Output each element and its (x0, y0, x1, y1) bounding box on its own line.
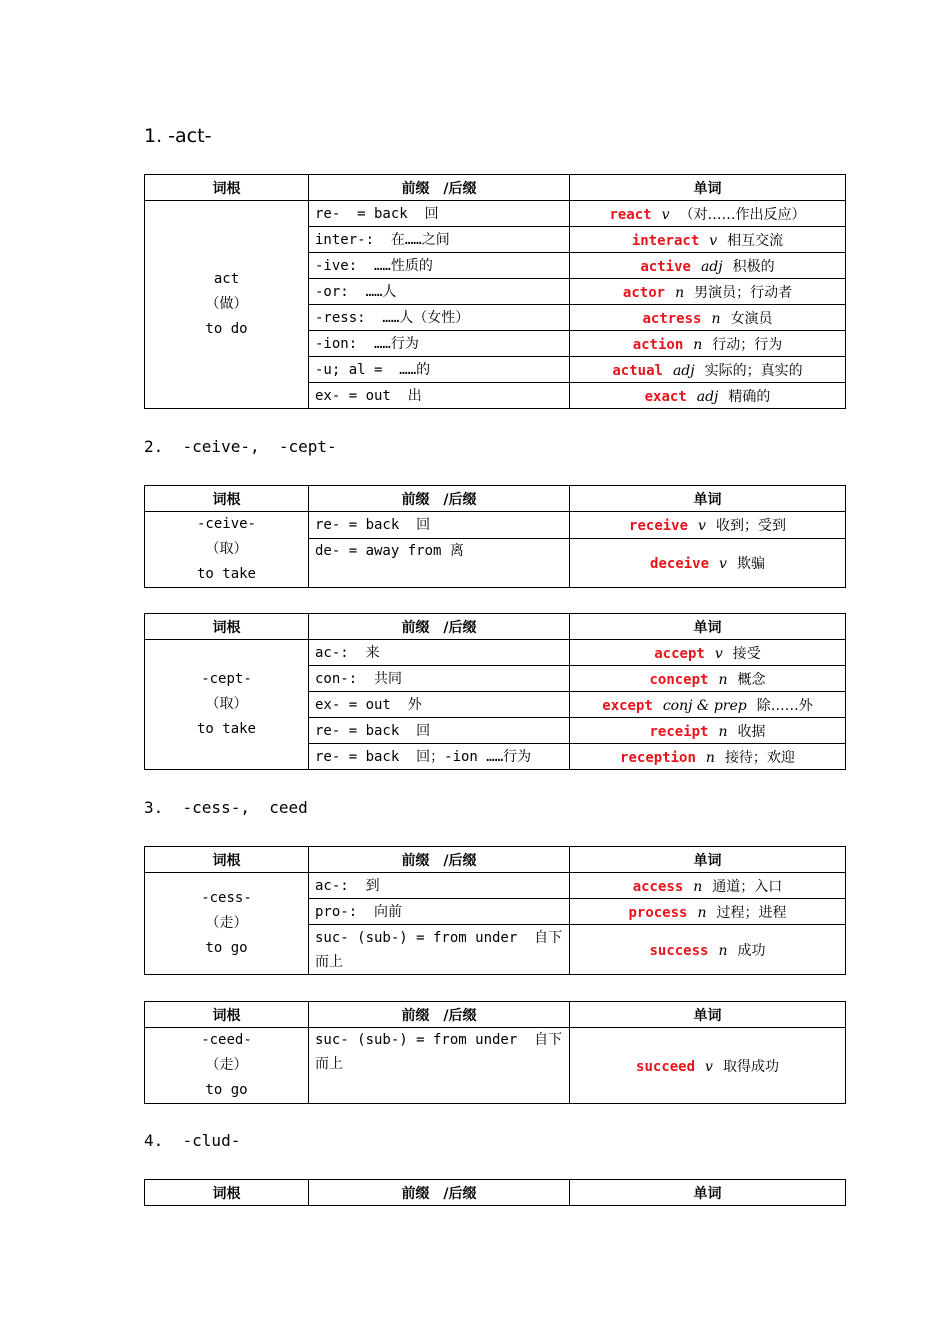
word: active (640, 258, 691, 275)
header-word: 单词 (570, 486, 846, 512)
root-gloss: to take (196, 566, 256, 582)
header-affix: 前缀 /后缀 (309, 847, 570, 873)
header-word: 单词 (570, 847, 846, 873)
word-meaning: 接受 (732, 645, 761, 662)
word-cell (570, 692, 846, 718)
affix-cell: suc- (sub-) = from under 自下而上 (309, 1028, 570, 1104)
root-meaning: （取） (205, 696, 248, 712)
word: exact (644, 388, 687, 405)
word: deceive (650, 555, 710, 572)
word-meaning: 积极的 (732, 258, 775, 275)
word-cell (570, 666, 846, 692)
section-heading: 3. -cess-, ceed (144, 798, 308, 817)
part-of-speech: n (697, 904, 707, 921)
header-root: 词根 (145, 1002, 309, 1028)
section-heading: 1. -act- (144, 125, 212, 147)
word-cell (570, 512, 846, 539)
part-of-speech: v (705, 1058, 713, 1075)
affix-cell: re- = back 回 (309, 201, 570, 227)
word: reception (620, 749, 696, 766)
affix-cell: -u; al = ……的 (309, 357, 570, 383)
part-of-speech: n (718, 723, 728, 740)
word-meaning: 成功 (737, 942, 766, 959)
word-cell (570, 253, 846, 279)
word-cell (570, 357, 846, 383)
root-gloss: to go (205, 1082, 248, 1098)
header-root: 词根 (145, 614, 309, 640)
word: receipt (649, 723, 709, 740)
part-of-speech: n (705, 749, 715, 766)
affix-cell: -or: ……人 (309, 279, 570, 305)
word-cell (570, 899, 846, 925)
affix-cell: con-: 共同 (309, 666, 570, 692)
word: react (609, 206, 652, 223)
affix-cell: -ive: ……性质的 (309, 253, 570, 279)
word-meaning: 除……外 (756, 697, 813, 714)
header-root: 词根 (145, 175, 309, 201)
root-name: -ceive- (196, 516, 256, 532)
word-meaning: 通道；入口 (712, 878, 783, 895)
vocab-table (144, 1179, 846, 1206)
affix-cell: suc- (sub-) = from under 自下而上 (309, 925, 570, 975)
word-meaning: （对……作出反应） (679, 206, 806, 223)
affix-cell: -ress: ……人（女性） (309, 305, 570, 331)
word: actual (612, 362, 663, 379)
word: receive (629, 517, 689, 534)
part-of-speech: n (711, 310, 721, 327)
header-root: 词根 (145, 486, 309, 512)
part-of-speech: n (718, 671, 728, 688)
word-cell (570, 1028, 846, 1104)
root-cell (145, 1028, 309, 1104)
root-meaning: （走） (205, 1057, 248, 1073)
word-cell (570, 331, 846, 357)
word: accept (654, 645, 705, 662)
vocab-table (144, 1001, 846, 1104)
word: succeed (636, 1058, 696, 1075)
root-cell (145, 512, 309, 588)
root-cell (145, 873, 309, 975)
word-meaning: 行动；行为 (712, 336, 783, 353)
root-meaning: （走） (205, 915, 248, 931)
word: actor (622, 284, 666, 301)
root-gloss: to go (205, 940, 248, 956)
section-heading: 2. -ceive-, -cept- (144, 437, 337, 456)
word-cell (570, 383, 846, 409)
part-of-speech: v (698, 517, 706, 534)
word-meaning: 欺骗 (736, 555, 765, 572)
word-meaning: 女演员 (730, 310, 773, 327)
affix-cell: re- = back 回 (309, 718, 570, 744)
header-word: 单词 (570, 175, 846, 201)
word-cell (570, 279, 846, 305)
section-heading: 4. -clud- (144, 1131, 241, 1150)
word-cell (570, 925, 846, 975)
vocab-table (144, 613, 846, 770)
affix-cell: de- = away from 离 (309, 538, 570, 587)
word: action (632, 336, 684, 353)
part-of-speech: v (709, 232, 718, 249)
affix-cell: ex- = out 出 (309, 383, 570, 409)
affix-cell: ac-: 到 (309, 873, 570, 899)
word-cell (570, 718, 846, 744)
word-meaning: 取得成功 (722, 1058, 779, 1075)
word-meaning: 相互交流 (727, 232, 784, 249)
affix-cell: re- = back 回；-ion ……行为 (309, 744, 570, 770)
root-cell (145, 201, 309, 409)
affix-cell: ex- = out 外 (309, 692, 570, 718)
vocab-table (144, 485, 846, 588)
word-cell (570, 640, 846, 666)
word-cell (570, 201, 846, 227)
part-of-speech: n (693, 336, 703, 353)
root-meaning: （做） (205, 296, 248, 312)
word-meaning: 精确的 (728, 388, 771, 405)
root-cell (145, 640, 309, 770)
word: success (649, 942, 709, 959)
affix-cell: inter-: 在……之间 (309, 227, 570, 253)
word-meaning: 收到；受到 (715, 517, 786, 534)
word-cell (570, 538, 846, 587)
part-of-speech: n (675, 284, 685, 301)
header-root: 词根 (145, 1180, 309, 1206)
header-affix: 前缀 /后缀 (309, 486, 570, 512)
word-meaning: 实际的；真实的 (704, 362, 803, 379)
part-of-speech: adj (672, 362, 695, 379)
word-meaning: 过程；进程 (716, 904, 787, 921)
part-of-speech: adj (700, 258, 723, 275)
word: actress (642, 310, 702, 327)
word-meaning: 男演员；行动者 (694, 284, 793, 301)
header-word: 单词 (570, 1180, 846, 1206)
word: interact (631, 232, 700, 249)
part-of-speech: v (714, 645, 723, 662)
header-word: 单词 (570, 614, 846, 640)
root-meaning: （取） (205, 541, 248, 557)
root-gloss: to take (196, 721, 256, 737)
header-affix: 前缀 /后缀 (309, 1002, 570, 1028)
root-name: -cept- (201, 671, 252, 687)
root-name: act (213, 271, 240, 287)
word: process (628, 904, 688, 921)
header-affix: 前缀 /后缀 (309, 1180, 570, 1206)
word-meaning: 接待；欢迎 (724, 749, 795, 766)
word-cell (570, 227, 846, 253)
vocab-table (144, 846, 846, 975)
word-meaning: 概念 (737, 671, 766, 688)
part-of-speech: conj & prep (662, 697, 747, 714)
affix-cell: re- = back 回 (309, 512, 570, 539)
word-cell (570, 305, 846, 331)
part-of-speech: v (661, 206, 670, 223)
word-cell (570, 873, 846, 899)
part-of-speech: n (718, 942, 728, 959)
affix-cell: ac-: 来 (309, 640, 570, 666)
word: concept (649, 671, 709, 688)
affix-cell: -ion: ……行为 (309, 331, 570, 357)
header-word: 单词 (570, 1002, 846, 1028)
header-affix: 前缀 /后缀 (309, 175, 570, 201)
vocab-table (144, 174, 846, 409)
root-name: -ceed- (201, 1032, 252, 1048)
word-cell (570, 744, 846, 770)
header-root: 词根 (145, 847, 309, 873)
part-of-speech: n (693, 878, 703, 895)
root-name: -cess- (201, 890, 252, 906)
root-gloss: to do (205, 321, 248, 337)
header-affix: 前缀 /后缀 (309, 614, 570, 640)
word-meaning: 收据 (737, 723, 766, 740)
word: access (632, 878, 684, 895)
word: except (602, 697, 653, 714)
part-of-speech: adj (696, 388, 719, 405)
part-of-speech: v (719, 555, 727, 572)
affix-cell: pro-: 向前 (309, 899, 570, 925)
